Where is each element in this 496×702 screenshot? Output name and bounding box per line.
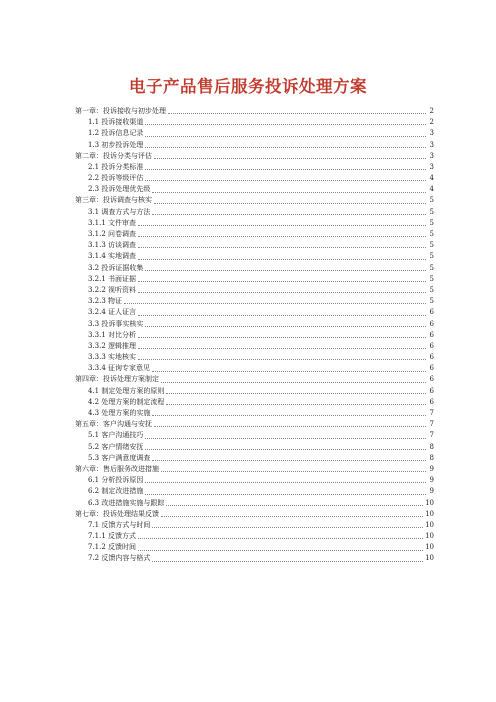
toc-entry-title: 7.1 反馈方式与时间 [88,520,151,529]
toc-entry[interactable] [75,240,434,251]
toc-entry[interactable] [75,274,434,285]
toc-page-number: 10 [425,543,434,552]
toc-dot-leader [145,438,426,439]
toc-dot-leader [145,124,426,125]
toc-page-number: 3 [429,162,434,171]
toc-page-number: 10 [425,554,434,563]
toc-page-number: 10 [425,520,434,529]
table-of-contents [75,106,434,565]
toc-entry-title: 2.1 投诉分类标准 [88,162,144,171]
toc-entry[interactable] [75,140,434,151]
toc-page-number: 4 [429,185,434,194]
toc-dot-leader [152,371,426,372]
toc-dot-leader [166,404,426,405]
toc-dot-leader [152,192,426,193]
toc-entry-title: 3.1.2 问卷调查 [88,230,137,239]
toc-dot-leader [152,527,423,528]
toc-dot-leader [154,426,426,427]
toc-entry[interactable] [75,307,434,318]
toc-dot-leader [138,292,426,293]
toc-page-number: 5 [429,218,434,227]
toc-dot-leader [138,247,426,248]
toc-dot-leader [145,482,426,483]
toc-entry[interactable] [75,162,434,173]
toc-entry-title: 5.1 客户沟通技巧 [88,431,144,440]
toc-page-number: 5 [429,241,434,250]
toc-dot-leader [154,158,426,159]
toc-entry[interactable] [75,554,434,565]
toc-entry[interactable] [75,386,434,397]
toc-entry[interactable] [75,486,434,497]
toc-dot-leader [138,281,426,282]
toc-page-number: 5 [429,207,434,216]
toc-entry[interactable] [75,408,434,419]
toc-page-number: 8 [429,442,434,451]
toc-entry-title: 第二章：投诉分类与评估 [75,151,152,160]
toc-page-number: 2 [429,106,434,115]
toc-entry[interactable] [75,263,434,274]
toc-entry-title: 3.3 投诉事实核实 [88,319,144,328]
toc-dot-leader [138,225,426,226]
toc-dot-leader [152,415,426,416]
toc-dot-leader [124,303,426,304]
toc-dot-leader [138,538,423,539]
toc-page-number: 3 [429,129,434,138]
toc-page-number: 6 [429,386,434,395]
toc-dot-leader [138,236,426,237]
toc-entry[interactable] [75,151,434,162]
toc-page-number: 6 [429,353,434,362]
toc-page-number: 6 [429,364,434,373]
toc-entry-title: 5.3 客户满意度调查 [88,453,151,462]
toc-entry-title: 4.1 制定处理方案的原则 [88,386,165,395]
toc-entry-title: 2.2 投诉等级评估 [88,174,144,183]
toc-dot-leader [138,348,426,349]
toc-entry-title: 3.3.1 对比分析 [88,330,137,339]
toc-page-number: 5 [429,252,434,261]
toc-entry-title: 3.1.4 实地调查 [88,252,137,261]
toc-entry-title: 6.2 制定改进措施 [88,487,144,496]
toc-entry-title: 7.1.1 反馈方式 [88,532,137,541]
toc-entry[interactable] [75,173,434,184]
toc-entry-title: 1.3 初步投诉处理 [88,140,144,149]
toc-entry[interactable] [75,375,434,386]
toc-entry-title: 1.2 投诉信息记录 [88,129,144,138]
toc-entry[interactable] [75,229,434,240]
toc-page-number: 7 [429,431,434,440]
toc-page-number: 3 [429,140,434,149]
toc-entry-title: 第四章：投诉处理方案制定 [75,375,159,384]
toc-entry-title: 3.2.4 证人证言 [88,308,137,317]
toc-entry-title: 5.2 客户情绪安抚 [88,442,144,451]
toc-dot-leader [161,382,426,383]
toc-entry[interactable] [75,531,434,542]
toc-page-number: 7 [429,409,434,418]
toc-entry[interactable] [75,509,434,520]
toc-dot-leader [145,494,426,495]
toc-entry[interactable] [75,475,434,486]
toc-entry-title: 3.3.4 征询专家意见 [88,364,151,373]
toc-entry-title: 7.2 反馈内容与格式 [88,554,151,563]
toc-entry[interactable] [75,419,434,430]
toc-page-number: 2 [429,118,434,127]
toc-entry-title: 3.2.1 书面证据 [88,274,137,283]
toc-dot-leader [145,147,426,148]
toc-entry[interactable] [75,330,434,341]
toc-entry[interactable] [75,207,434,218]
toc-dot-leader [152,561,423,562]
toc-page-number: 6 [429,319,434,328]
toc-entry[interactable] [75,296,434,307]
toc-page-number: 9 [429,476,434,485]
toc-page-number: 6 [429,330,434,339]
toc-page-number: 5 [429,297,434,306]
toc-page-number: 6 [429,341,434,350]
toc-entry[interactable] [75,464,434,475]
toc-page-number: 6 [429,375,434,384]
toc-page-number: 9 [429,464,434,473]
toc-dot-leader [145,136,426,137]
toc-page-number: 6 [429,308,434,317]
toc-entry-title: 3.2.3 物证 [88,297,123,306]
toc-entry-title: 3.2 投诉证据收集 [88,263,144,272]
toc-entry[interactable] [75,196,434,207]
toc-entry-title: 3.3.3 实地核实 [88,353,137,362]
toc-dot-leader [161,471,426,472]
toc-entry[interactable] [75,218,434,229]
toc-entry[interactable] [75,117,434,128]
toc-dot-leader [145,169,426,170]
toc-page-number: 4 [429,174,434,183]
toc-entry-title: 1.1 投诉接收渠道 [88,118,144,127]
toc-entry-title: 2.3 投诉处理优先级 [88,185,151,194]
toc-dot-leader [152,460,426,461]
toc-dot-leader [145,270,426,271]
toc-entry[interactable] [75,430,434,441]
toc-entry-title: 第一章：投诉接收与初步处理 [75,106,166,115]
toc-dot-leader [168,113,426,114]
toc-entry[interactable] [75,184,434,195]
toc-entry-title: 3.1 调查方式与方法 [88,207,151,216]
toc-entry[interactable] [75,285,434,296]
toc-dot-leader [145,180,426,181]
toc-dot-leader [138,359,426,360]
toc-page-number: 8 [429,453,434,462]
toc-entry[interactable] [75,498,434,509]
toc-entry[interactable] [75,251,434,262]
toc-entry[interactable] [75,352,434,363]
toc-entry[interactable] [75,542,434,553]
toc-page-number: 5 [429,230,434,239]
toc-entry-title: 6.1 分析投诉原因 [88,476,144,485]
toc-dot-leader [145,449,426,450]
toc-entry[interactable] [75,128,434,139]
toc-page-number: 5 [429,263,434,272]
toc-entry[interactable] [75,520,434,531]
toc-entry-title: 第六章：售后服务改进措施 [75,464,159,473]
toc-entry[interactable] [75,453,434,464]
toc-entry[interactable] [75,319,434,330]
toc-page-number: 10 [425,509,434,518]
toc-entry-title: 第七章：投诉处理结果反馈 [75,509,159,518]
toc-page-number: 10 [425,532,434,541]
toc-dot-leader [138,259,426,260]
toc-entry-title: 第三章：投诉调查与核实 [75,196,152,205]
toc-page-number: 9 [429,487,434,496]
toc-entry-title: 4.3 处理方案的实施 [88,409,151,418]
toc-dot-leader [138,315,426,316]
toc-entry-title: 3.3.2 逻辑推理 [88,341,137,350]
toc-entry-title: 3.2.2 视听资料 [88,285,137,294]
toc-page-number: 10 [425,498,434,507]
toc-page-number: 7 [429,420,434,429]
toc-page-number: 5 [429,274,434,283]
toc-entry-title: 4.2 处理方案的制定流程 [88,397,165,406]
toc-dot-leader [166,393,426,394]
toc-page-number: 5 [429,285,434,294]
toc-entry-title: 3.1.3 访谈调查 [88,241,137,250]
toc-page-number: 3 [429,151,434,160]
document-title: 电子产品售后服务投诉处理方案 [129,77,367,96]
toc-dot-leader [166,505,423,506]
toc-dot-leader [138,337,426,338]
toc-dot-leader [152,214,426,215]
toc-dot-leader [145,326,426,327]
toc-entry[interactable] [75,363,434,374]
toc-entry-title: 6.3 改进措施实施与跟踪 [88,498,165,507]
toc-entry-title: 7.1.2 反馈时间 [88,543,137,552]
toc-entry[interactable] [75,397,434,408]
toc-dot-leader [161,516,423,517]
toc-entry[interactable] [75,341,434,352]
toc-entry-title: 第五章：客户沟通与安抚 [75,420,152,429]
toc-dot-leader [138,550,423,551]
toc-entry[interactable] [75,106,434,117]
toc-page-number: 5 [429,196,434,205]
toc-page-number: 6 [429,397,434,406]
toc-dot-leader [154,203,426,204]
toc-entry-title: 3.1.1 文件审查 [88,218,137,227]
toc-entry[interactable] [75,442,434,453]
